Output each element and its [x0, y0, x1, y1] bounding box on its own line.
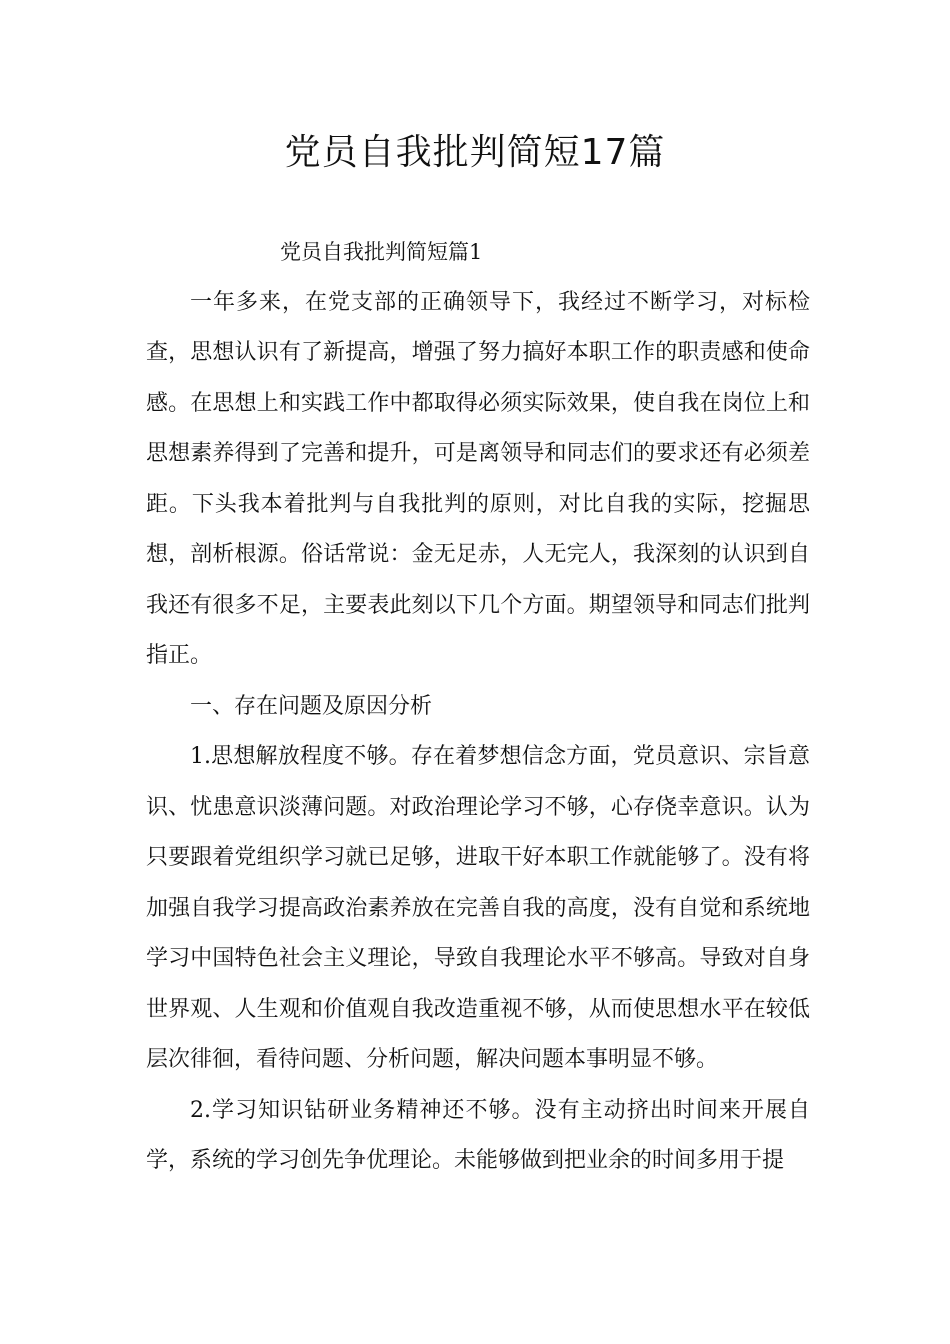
paragraph-intro: 一年多来，在党支部的正确领导下，我经过不断学习，对标检查，思想认识有了新提高，增强了努力搞好本职工作的职责感和使命感。在思想上和实践工作中都取得必须实际效果，使自我在岗位上和思想素养得到了完善和提升，可是离领导和同志们的要求还有必须差距。下头我本着批判与自我批判的原则，对比自我的实际，挖掘思想，剖析根源。俗话常说：金无足赤，人无完人，我深刻的认识到自我还有很多不足，主要表此刻以下几个方面。期望领导和同志们批判指正。: [146, 289, 810, 668]
document-title: 党员自我批判简短17篇: [284, 132, 666, 173]
section-heading: 一、存在问题及原因分析: [190, 693, 433, 719]
paragraph-item-2: 2.学习知识钻研业务精神还不够。没有主动挤出时间来开展自学，系统的学习创先争优理论。未能够做到把业余的时间多用于提: [146, 1097, 810, 1173]
document-body: [146, 227, 810, 1187]
paragraph-item-1: 1.思想解放程度不够。存在着梦想信念方面，党员意识、宗旨意识、忧患意识淡薄问题。对政治理论学习不够，心存侥幸意识。认为只要跟着党组织学习就已足够，进取干好本职工作就能够了。没有将加强自我学习提高政治素养放在完善自我的高度，没有自觉和系统地学习中国特色社会主义理论，导致自我理论水平不够高。导致对自身世界观、人生观和价值观自我改造重视不够，从而使思想水平在较低层次徘徊，看待问题、分析问题，解决问题本事明显不够。: [146, 744, 810, 1072]
section-subtitle: 党员自我批判简短篇1: [280, 240, 483, 264]
